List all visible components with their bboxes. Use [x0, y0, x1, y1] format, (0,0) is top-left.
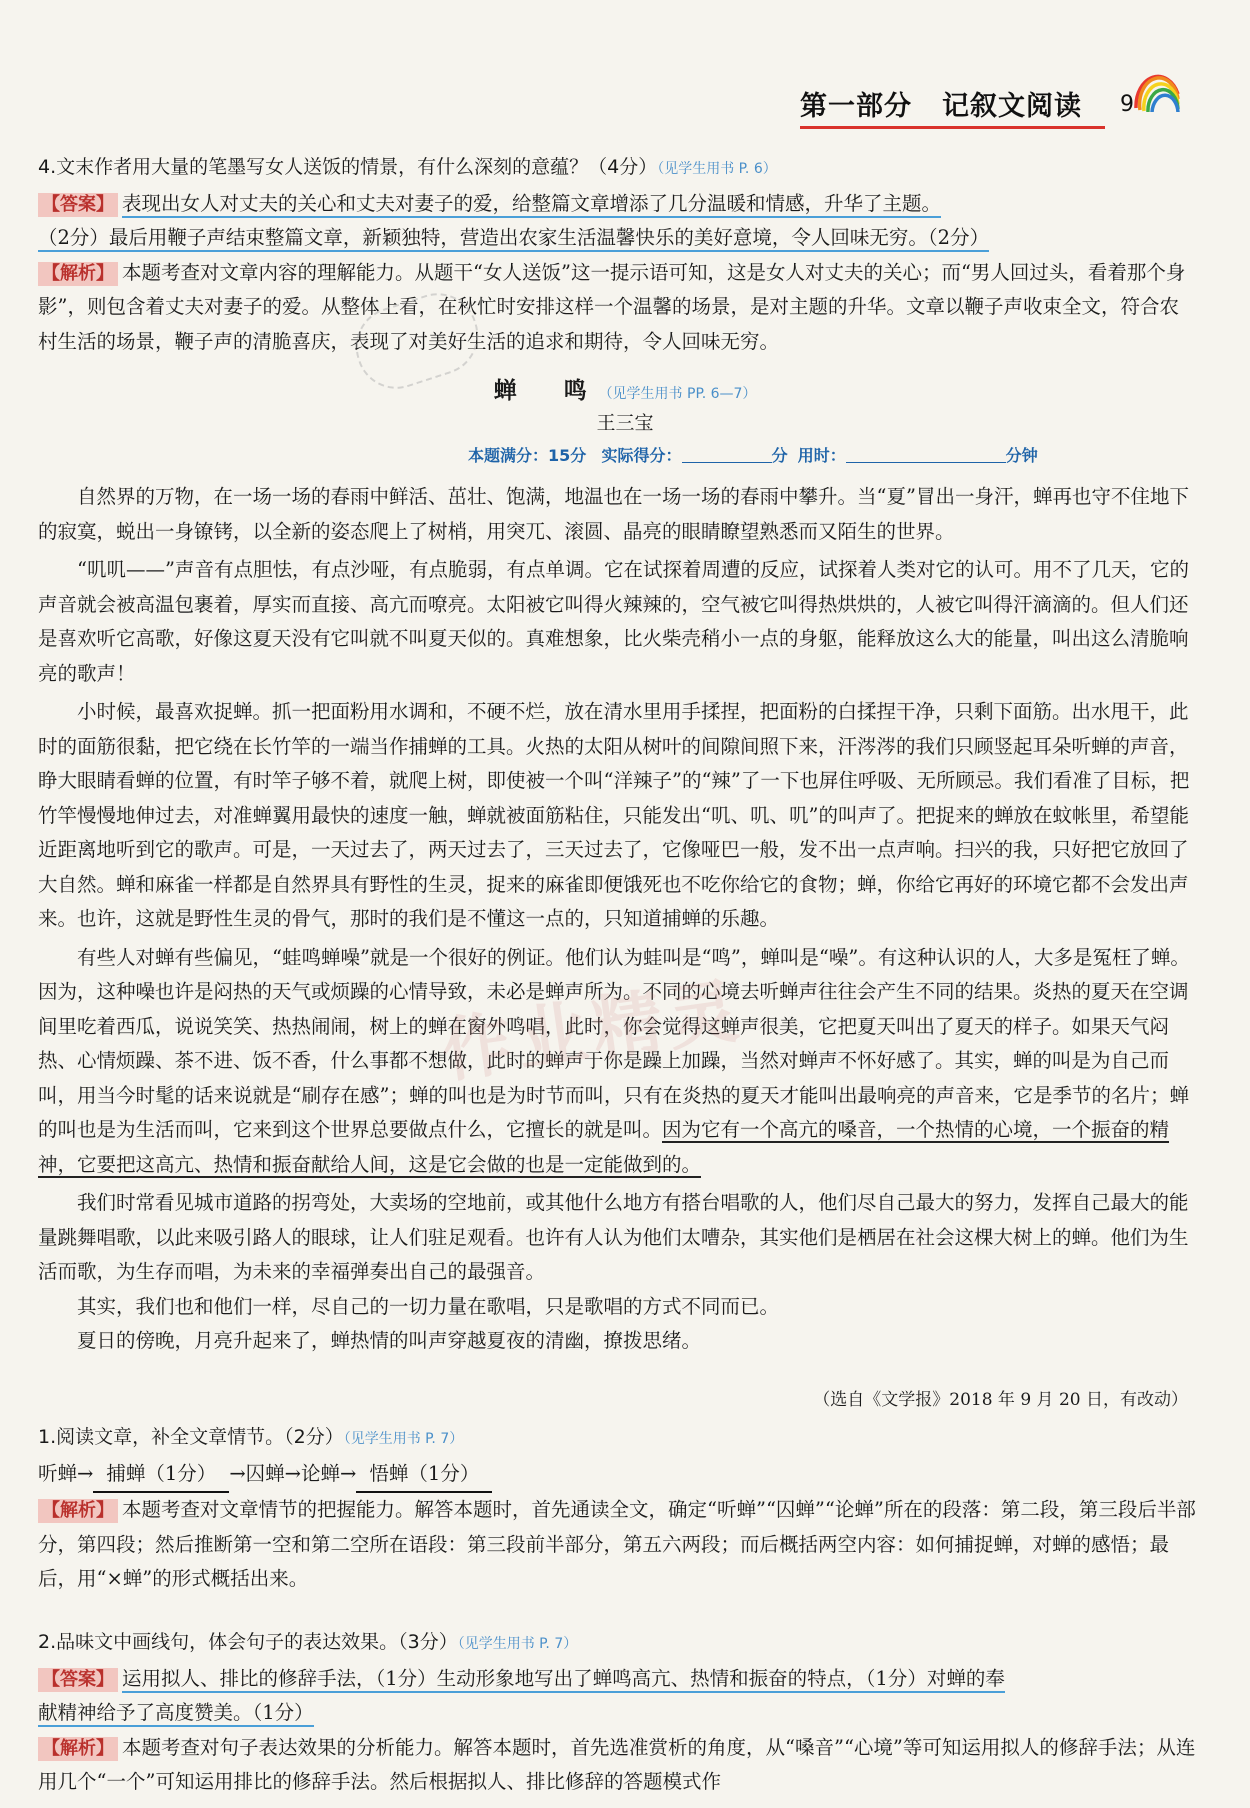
analysis-text: 本题考查对句子表达效果的分析能力。解答本题时，首先选准赏析的角度，从“嗓音”“心境”等可知运用拟人的修辞手法；从连用几个“一个”可知运用排比的修辞手法。然后根据拟人、排比修辞的答题模式作: [38, 1735, 1196, 1793]
analysis-tag: 【解析】: [38, 262, 118, 286]
article-paragraph-6: 其实，我们也和他们一样，尽自己的一切力量在歌唱，只是歌唱的方式不同而已。: [77, 1294, 780, 1318]
question-1-flow: [38, 1457, 1198, 1494]
paragraph-4-text: 有些人对蝉有些偏见，“蛙鸣蝉噪”就是一个很好的例证。他们认为蛙叫是“鸣”，蝉叫是“噪”。有这种认识的人，大多是冤枉了蝉。因为，这种噪也许是闷热的天气或烦躁的心情导致，未必是蝉声所为。不同的心境去听蝉声往往会产生不同的结果。炎热的夏天在空调间里吃着西瓜，说说笑笑、热热闹闹，树上的蝉在窗外鸣唱，此时，你会觉得这蝉声很美，它把夏天叫出了夏天的样子。如果天气闷热、心情烦躁、茶不进、饭不香，什么事都不想做，此时的蝉声于你是躁上加躁，当然对蝉声不怀好感了。其实，蝉的叫是为自己而叫，用当今时髦的话来说就是“刷存在感”；蝉的叫也是为时节而叫，只有在炎热的夏天才能叫出最响亮的声音来，它是季节的名片；蝉的叫也是为生活而叫，它来到这个世界总要做点什么，它擅长的就是叫。: [38, 945, 1190, 1141]
question-2-ref: （见学生用书 P. 7）: [457, 1636, 578, 1652]
page-number: 9: [1120, 92, 1134, 117]
rainbow-icon: [1132, 64, 1182, 112]
article-title: 蝉 鸣: [493, 378, 599, 404]
score-unit: 分: [771, 446, 788, 465]
question-4-text: 4.文末作者用大量的笔墨写女人送饭的情景，有什么深刻的意蕴？（4分）: [38, 156, 658, 178]
question-1-analysis: [38, 1493, 1198, 1597]
article-paragraph-7: 夏日的傍晚，月亮升起来了，蝉热情的叫声穿越夏夜的清幽，撩拨思绪。: [77, 1329, 702, 1352]
underlined-sentence: 因为它有一个高亢的嗓音，一个热情的心境，一个振奋的精神，它要把这高亢、热情和振奋献给人间，这是它会做的也是一定能做到的。: [38, 1118, 1170, 1176]
answer-line-2: （2分）最后用鞭子声结束整篇文章，新颖独特，营造出农家生活温馨快乐的美好意境，令人回味无穷。（2分）: [38, 226, 989, 252]
analysis-text: 本题考查对文章情节的把握能力。解答本题时，首先通读全文，确定“听蝉”“囚蝉”“论蝉”所在的段落：第二段，第三段后半部分，第四段；然后推断第一空和第二空所在语段：第三段前半部分，第五六两段；而后概括两空内容：如何捕捉蝉，对蝉的感悟；最后，用“×蝉”的形式概括出来。: [38, 1498, 1196, 1590]
article-source: （选自《文学报》2018 年 9 月 20 日，有改动）: [813, 1390, 1188, 1410]
time-blank-2[interactable]: [916, 446, 1006, 463]
question-2-analysis: [38, 1731, 1198, 1800]
question-4-ref: （见学生用书 P. 6）: [657, 161, 777, 177]
article-paragraph-2: “叽叽——”声音有点胆怯，有点沙哑，有点脆弱，有点单调。它在试探着周遭的反应，试探着人类对它的认可。用不了几天，它的声音就会被高温包裹着，厚实而直接、高亢而嘹亮。太阳被它叫得火辣辣的，空气被它叫得热烘烘的，人被它叫得汗滴滴的。但人们还是喜欢听它高歌，好像这夏天没有它叫就不叫夏天似的。真难想象，比火柴壳稍小一点的身躯，能释放这么大的能量，叫出这么清脆响亮的歌声！: [38, 558, 1189, 685]
article-title-row: [0, 372, 1250, 405]
time-unit: 分钟: [1005, 446, 1038, 465]
answer-line-2: 献精神给予了高度赞美。（1分）: [38, 1701, 314, 1727]
question-2: [38, 1625, 1198, 1662]
question-4: [38, 150, 1198, 187]
analysis-tag: 【解析】: [38, 1499, 118, 1523]
question-1-block: [38, 1420, 1198, 1597]
analysis-text: 本题考查对文章内容的理解能力。从题干“女人送饭”这一提示语可知，这是女人对丈夫的关心；而“男人回过头，看着那个身影”，则包含着丈夫对妻子的爱。从整体上看，在秋忙时安排这样一个温馨的场景，是对主题的升华。文章以鞭子声收束全文，符合农村生活的场景，鞭子声的清脆喜庆，表现了对美好生活的追求和期待，令人回味无穷。: [38, 260, 1186, 353]
watermark: 作业精灵: [436, 969, 749, 1093]
flow-middle: →囚蝉→论蝉→: [229, 1461, 357, 1485]
header-section: 记叙文阅读: [942, 91, 1082, 122]
article-paragraph-3: 小时候，最喜欢捉蝉。抓一把面粉用水调和，不硬不烂，放在清水里用手揉捏，把面粉的白揉捏干净，只剩下面筋。出水甩干，此时的面筋很黏，把它绕在长竹竿的一端当作捕蝉的工具。火热的太阳从树叶的间隙间照下来，汗涔涔的我们只顾竖起耳朵听蝉的声音，睁大眼睛看蝉的位置，有时竿子够不着，就爬上树，即使被一个叫“洋辣子”的“辣”了一下也屏住呼吸、无所顾忌。我们看准了目标，把竹竿慢慢地伸过去，对准蝉翼用最快的速度一触，蝉就被面筋粘住，只能发出“叽、叽、叽”的叫声了。把捉来的蝉放在蚊帐里，希望能近距离地听到它的歌声。可是，一天过去了，两天过去了，三天过去了，它像哑巴一般，发不出一点声响。扫兴的我，只好把它放回了大自然。蝉和麻雀一样都是自然界具有野性的生灵，捉来的麻雀即便饿死也不吃你给它的食物；蝉，你给它再好的环境它都不会发出声来。也许，这就是野性生灵的骨气，那时的我们是不懂这一点的，只知道捕蝉的乐趣。: [38, 700, 1190, 930]
answer-line-1: 表现出女人对丈夫的关心和丈夫对妻子的爱，给整篇文章增添了几分温暖和情感，升华了主题。: [122, 192, 941, 218]
article-ref: （见学生用书 PP. 6—7）: [598, 386, 757, 402]
page-header: [780, 78, 1180, 138]
header-title: [800, 84, 1082, 123]
question-2-text: 2.品味文中画线句，体会句子的表达效果。（3分）: [38, 1631, 458, 1653]
score-full: 本题满分：15分: [468, 446, 587, 465]
article-paragraph-5: 我们时常看见城市道路的拐弯处，大卖场的空地前，或其他什么地方有搭台唱歌的人，他们尽自己最大的努力，发挥自己最大的能量跳舞唱歌，以此来吸引路人的眼球，让人们驻足观看。也许有人认为他们太嘈杂，其实他们是栖居在社会这棵大树上的蝉。他们为生活而歌，为生存而唱，为未来的幸福弹奏出自己的最强音。: [38, 1191, 1189, 1283]
flow-start: 听蝉→: [38, 1461, 94, 1485]
question-1-ref: （见学生用书 P. 7）: [343, 1431, 464, 1447]
article-body: [38, 480, 1198, 1359]
question-4-block: [38, 150, 1198, 359]
score-actual-label: 实际得分：: [601, 446, 682, 465]
blank-1[interactable]: 捕蝉（1分）: [93, 1457, 229, 1494]
question-4-answer: [38, 187, 1198, 256]
answer-tag: 【答案】: [38, 193, 118, 217]
time-blank[interactable]: [846, 446, 916, 463]
question-4-analysis: [38, 256, 1198, 360]
question-2-block: [38, 1625, 1198, 1800]
score-actual-blank[interactable]: [682, 446, 772, 463]
article-author: 王三宝: [596, 412, 654, 434]
header-part: 第一部分: [800, 91, 912, 122]
analysis-tag: 【解析】: [38, 1737, 118, 1761]
question-2-answer: [38, 1662, 1198, 1731]
score-row: [468, 443, 1208, 473]
time-label: 用时：: [797, 446, 846, 465]
question-1-text: 1.阅读文章，补全文章情节。（2分）: [38, 1426, 344, 1448]
article-paragraph-1: 自然界的万物，在一场一场的春雨中鲜活、茁壮、饱满，地温也在一场一场的春雨中攀升。当“夏”冒出一身汗，蝉再也守不住地下的寂寞，蜕出一身镣铐，以全新的姿态爬上了树梢，用突兀、滚圆、晶亮的眼睛瞭望熟悉而又陌生的世界。: [38, 485, 1189, 543]
header-rule: [800, 126, 1105, 129]
answer-tag: 【答案】: [38, 1668, 118, 1692]
answer-line-1: 运用拟人、排比的修辞手法，（1分）生动形象地写出了蝉鸣高亢、热情和振奋的特点，（1分）对蝉的奉: [122, 1667, 1005, 1693]
question-1: [38, 1420, 1198, 1457]
blank-2[interactable]: 悟蝉（1分）: [356, 1457, 492, 1494]
